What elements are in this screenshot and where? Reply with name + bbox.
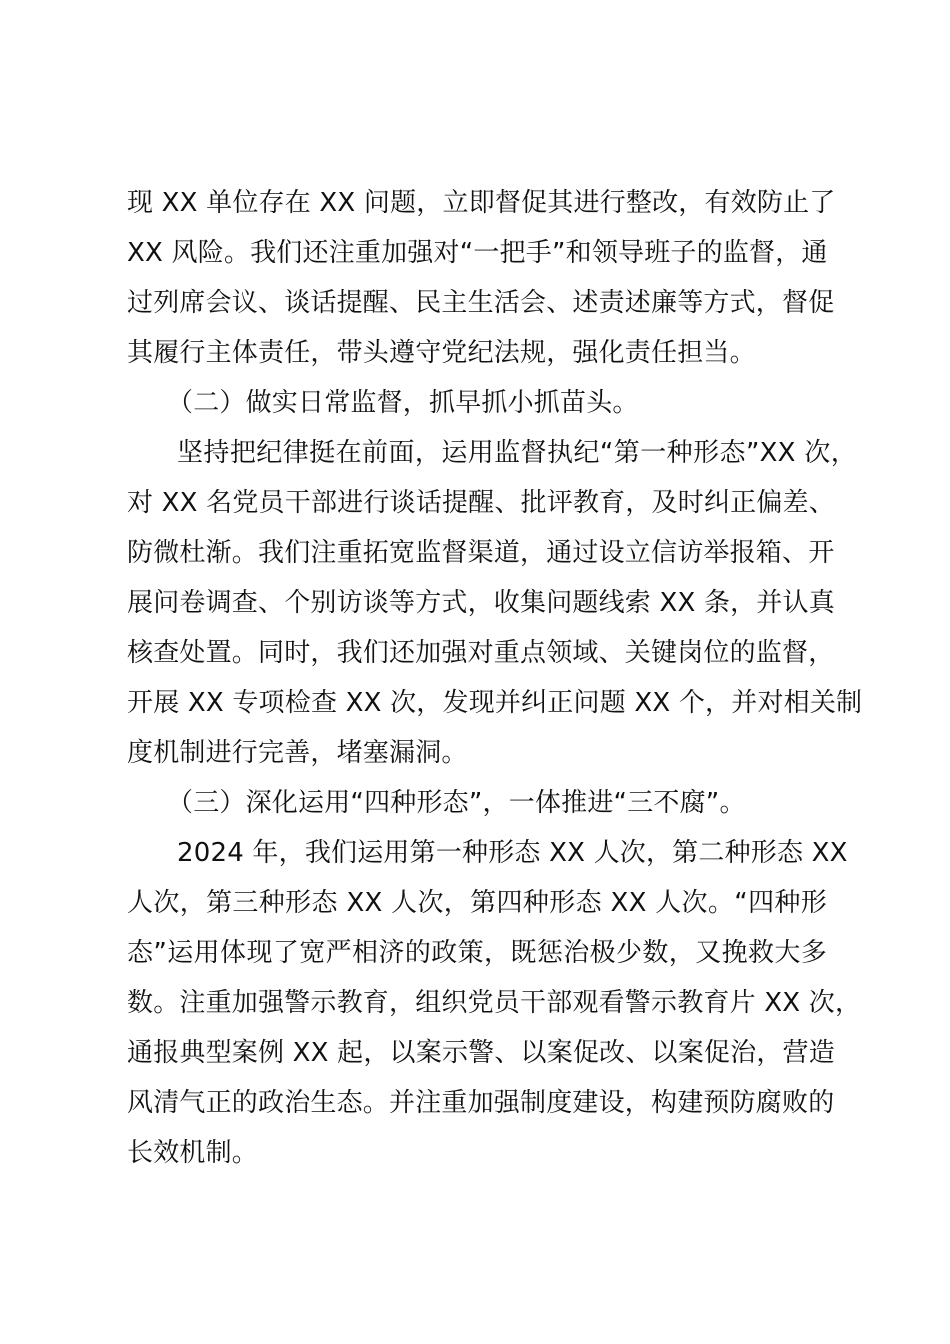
paragraph-line: 长效机制。 xyxy=(127,1138,259,1168)
paragraph-line: 2024 年，我们运用第一种形态 XX 人次，第二种形态 XX xyxy=(177,838,848,868)
paragraph-line: 风清气正的政治生态。并注重加强制度建设，构建预防腐败的 xyxy=(127,1088,835,1118)
paragraph-line: 防微杜渐。我们注重拓宽监督渠道，通过设立信访举报箱、开 xyxy=(127,538,835,568)
paragraph-line: XX 风险。我们还注重加强对“一把手”和领导班子的监督，通 xyxy=(127,238,828,268)
paragraph-line: 通报典型案例 XX 起，以案示警、以案促改、以案促治，营造 xyxy=(127,1038,835,1068)
paragraph-line: 度机制进行完善，堵塞漏洞。 xyxy=(127,738,468,768)
paragraph-line: 对 XX 名党员干部进行谈话提醒、批评教育，及时纠正偏差、 xyxy=(127,488,835,518)
paragraph-line: 坚持把纪律挺在前面，运用监督执纪“第一种形态”XX 次， xyxy=(177,438,857,468)
paragraph-line: 其履行主体责任，带头遵守党纪法规，强化责任担当。 xyxy=(127,338,756,368)
paragraph-line: 展问卷调查、个别访谈等方式，收集问题线索 XX 条，并认真 xyxy=(127,588,835,618)
paragraph-line: 核查处置。同时，我们还加强对重点领域、关键岗位的监督， xyxy=(127,638,835,668)
paragraph-line: 人次，第三种形态 XX 人次，第四种形态 XX 人次。“四种形 xyxy=(127,888,827,918)
paragraph-line: 过列席会议、谈话提醒、民主生活会、述责述廉等方式，督促 xyxy=(127,288,835,318)
section-heading-3: （三）深化运用“四种形态”，一体推进“三不腐”。 xyxy=(167,788,746,818)
paragraph-line: 开展 XX 专项检查 XX 次，发现并纠正问题 XX 个，并对相关制 xyxy=(127,688,863,718)
paragraph-line: 态”运用体现了宽严相济的政策，既惩治极少数，又挽救大多 xyxy=(127,938,827,968)
section-heading-2: （二）做实日常监督，抓早抓小抓苗头。 xyxy=(167,388,639,418)
paragraph-line: 现 XX 单位存在 XX 问题，立即督促其进行整改，有效防止了 xyxy=(127,188,836,218)
paragraph-line: 数。注重加强警示教育，组织党员干部观看警示教育片 XX 次， xyxy=(127,988,862,1018)
